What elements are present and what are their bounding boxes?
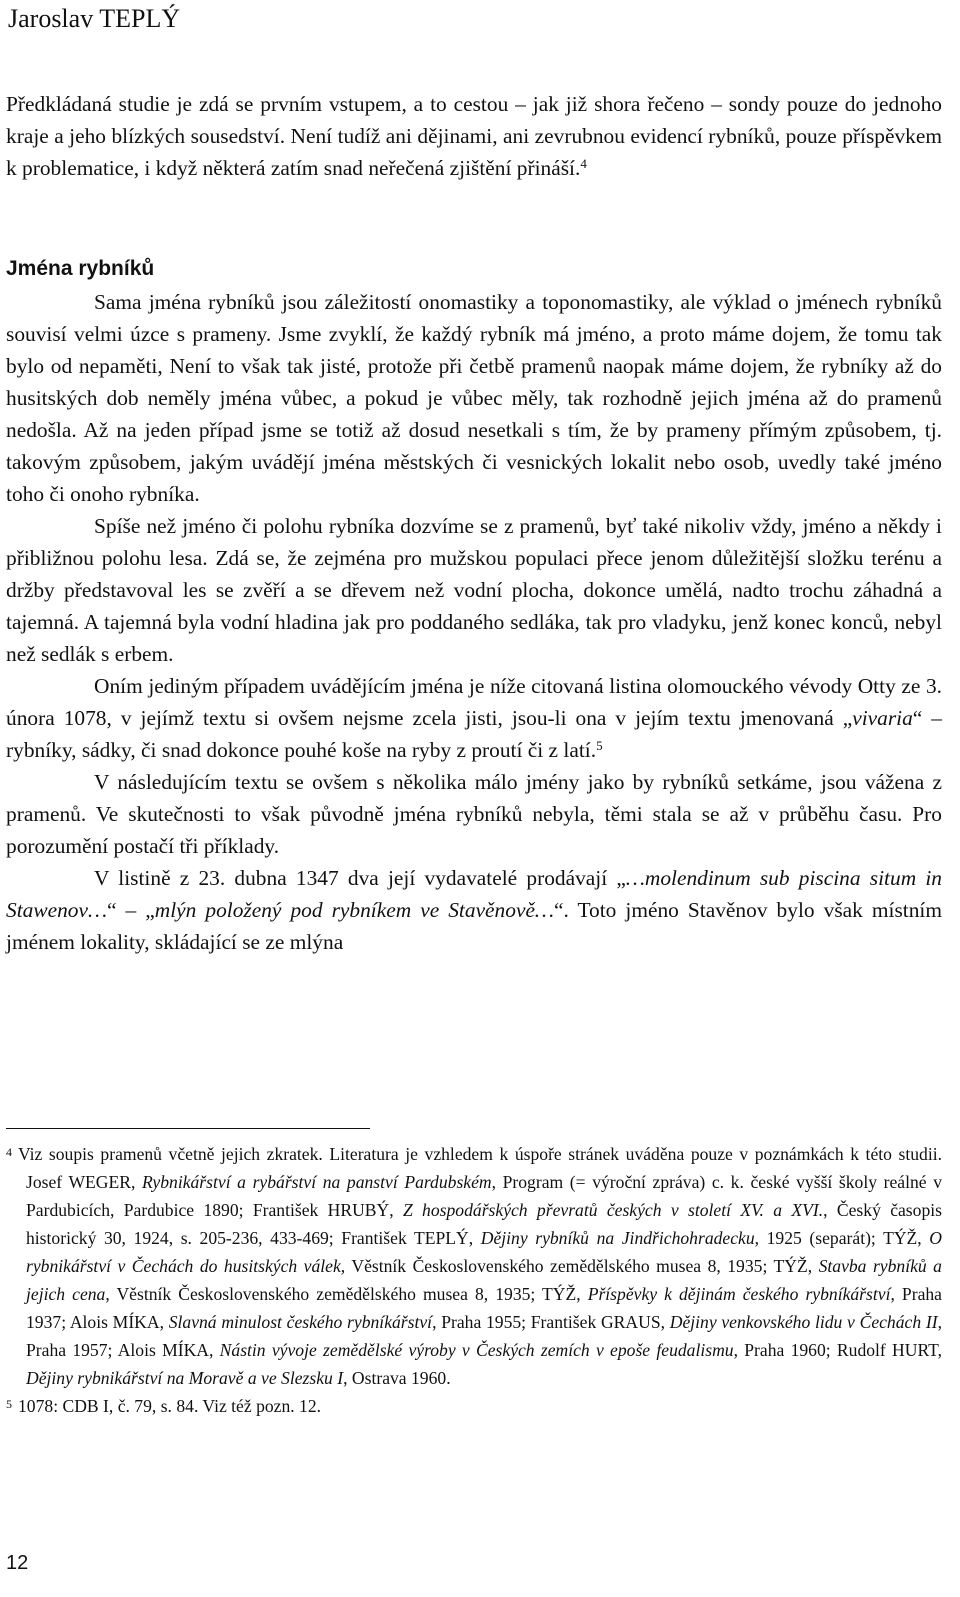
latin-term-vivaria: vivaria bbox=[852, 706, 913, 730]
paragraph-3-text-a: Oním jediným případem uvádějícím jména je níže citovaná listina olomouckého vévody Otty ze 3. února 1078, v jejímž textu si ovšem nejsme zcela jisti, jsou-li ona v jejím textu jmenovaná „ bbox=[6, 674, 942, 730]
paragraph-4: V následujícím textu se ovšem s několika málo jmény jako by rybníků setkáme, jsou vážena z pramenů. Ve skutečnosti to však původně jména rybníků nebyla, těmi stala se až v průběhu času. Pro porozumění postačí tři příklady. bbox=[6, 770, 942, 858]
paragraph-3 bbox=[6, 670, 942, 766]
fn4-text: , Praha 1960; Rudolf HURT, bbox=[733, 1340, 942, 1360]
latin-quote: …molendinum sub piscina situm in Stawenov… bbox=[6, 866, 942, 922]
fn4-title: Dějiny rybníků na Jindřichohradecku bbox=[480, 1228, 755, 1248]
paragraph-5 bbox=[6, 862, 942, 958]
fn4-text: Viz soupis pramenů včetně jejich zkratek. Literatura je vzhledem k úspoře stránek uváděna pouze v poznámkách k této studii. Josef WEGER, bbox=[18, 1144, 942, 1192]
footnote-5-number: 5 bbox=[6, 1397, 12, 1411]
intro-text: Předkládaná studie je zdá se prvním vstupem, a to cestou – jak již shora řečeno – sondy pouze do jednoho kraje a jeho blízkých sousedství. Není tudíž ani dějinami, ani zevrubnou evidencí rybníků, pouze příspěvkem k problematice, i když některá zatím snad neřečená zjištění přináší. bbox=[6, 92, 942, 180]
fn4-title: Z hospodářských převratů českých v století XV. a XVI. bbox=[402, 1200, 824, 1220]
fn4-text: , Praha 1957; Alois MÍKA, bbox=[26, 1312, 942, 1360]
intro-paragraph bbox=[6, 88, 942, 184]
fn4-title: Slavná minulost českého rybníkářství bbox=[168, 1312, 433, 1332]
footnote-separator bbox=[6, 1128, 370, 1129]
paragraph-5-text-a: V listině z 23. dubna 1347 dva její vydavatelé prodávají „ bbox=[94, 866, 626, 890]
fn4-title: Stavba rybníků a jejich cena bbox=[26, 1256, 942, 1304]
fn4-title: O rybnikářství v Čechách do husitských válek bbox=[26, 1228, 942, 1276]
fn5-text: 1078: CDB I, č. 79, s. 84. Viz též pozn. 12. bbox=[18, 1396, 322, 1416]
czech-quote: mlýn položený pod rybníkem ve Stavěnově… bbox=[154, 898, 554, 922]
fn4-title: Rybnikářství a rybářství na panství Pardubském bbox=[141, 1172, 492, 1192]
footnote-4-number: 4 bbox=[6, 1145, 12, 1159]
fn4-text: , Věstník Československého zemědělského musea 8, 1935; TÝŽ, bbox=[340, 1256, 819, 1276]
paragraph-1: Sama jména rybníků jsou záležitostí onomastiky a toponomastiky, ale výklad o jménech rybníků souvisí velmi úzce s prameny. Jsme zvyklí, že každý rybník má jméno, a proto máme dojem, že tomu tak bylo od nepaměti, Není to však tak jisté, protože při četbě pramenů naopak máme dojem, že rybníky až do husitských dob neměly jména vůbec, a pokud je vůbec měly, tak rozhodně jejich jména až do pramenů nedošla. Až na jeden případ jsme se totiž až dosud nesetkali s tím, že by prameny přímým způsobem, tj. takovým způsobem, jakým uvádějí jména městských či vesnických lokalit nebo osob, uvedly také jméno toho či onoho rybníka. bbox=[6, 290, 942, 506]
fn4-title: Příspěvky k dějinám českého rybníkářství bbox=[587, 1284, 891, 1304]
fn4-text: , Program (= výroční zpráva) c. k. české vyšší školy reálné v Pardubicích, Pardubice 1890; František HRUBÝ, bbox=[26, 1172, 942, 1220]
footnote-ref-4[interactable]: 4 bbox=[580, 156, 587, 171]
section-body bbox=[6, 286, 942, 958]
fn4-text: , Ostrava 1960. bbox=[343, 1368, 451, 1388]
fn4-text: , Věstník Československého zemědělského musea 8, 1935; TÝŽ, bbox=[105, 1284, 588, 1304]
page-number: 12 bbox=[6, 1552, 29, 1574]
fn4-title: Nástin vývoje zemědělské výroby v Českých zemích v epoše feudalismu bbox=[219, 1340, 734, 1360]
fn4-title: Dějiny venkovského lidu v Čechách II bbox=[669, 1312, 938, 1332]
running-header-author: Jaroslav TEPLÝ bbox=[8, 4, 181, 33]
fn4-text: , 1925 (separát); TÝŽ, bbox=[754, 1228, 930, 1248]
paragraph-3-text-b: “ – rybníky, sádky, či snad dokonce pouhé koše na ryby z proutí či z latí. bbox=[6, 706, 942, 762]
fn4-title: Dějiny rybnikářství na Moravě a ve Slezsku I bbox=[26, 1368, 344, 1388]
section-heading: Jména rybníků bbox=[6, 257, 155, 280]
footnotes bbox=[6, 1140, 942, 1420]
footnote-5 bbox=[6, 1392, 942, 1420]
paragraph-5-text-c: “. Toto jméno Stavěnov bylo však místním jménem lokality, skládající se ze mlýna bbox=[6, 898, 942, 954]
paragraph-5-text-b: “ – „ bbox=[107, 898, 155, 922]
fn4-text: , Praha 1937; Alois MÍKA, bbox=[26, 1284, 942, 1332]
fn4-text: , Český časopis historický 30, 1924, s. 205-236, 433-469; František TEPLÝ, bbox=[26, 1200, 942, 1248]
fn4-text: , Praha 1955; František GRAUS, bbox=[432, 1312, 670, 1332]
footnote-ref-5[interactable]: 5 bbox=[596, 738, 603, 753]
paragraph-2: Spíše než jméno či polohu rybníka dozvíme se z pramenů, byť také nikoliv vždy, jméno a někdy i přibližnou polohu lesa. Zdá se, že zejména pro mužskou populaci přece jenom důležitější složku terénu a držby představoval les se zvěří a se dřevem než vodní plocha, dokonce umělá, nadto trochu záhadná a tajemná. A tajemná byla vodní hladina jak pro poddaného sedláka, tak pro vladyku, jenž konec konců, nebyl než sedlák s erbem. bbox=[6, 514, 942, 666]
footnote-4 bbox=[6, 1140, 942, 1392]
